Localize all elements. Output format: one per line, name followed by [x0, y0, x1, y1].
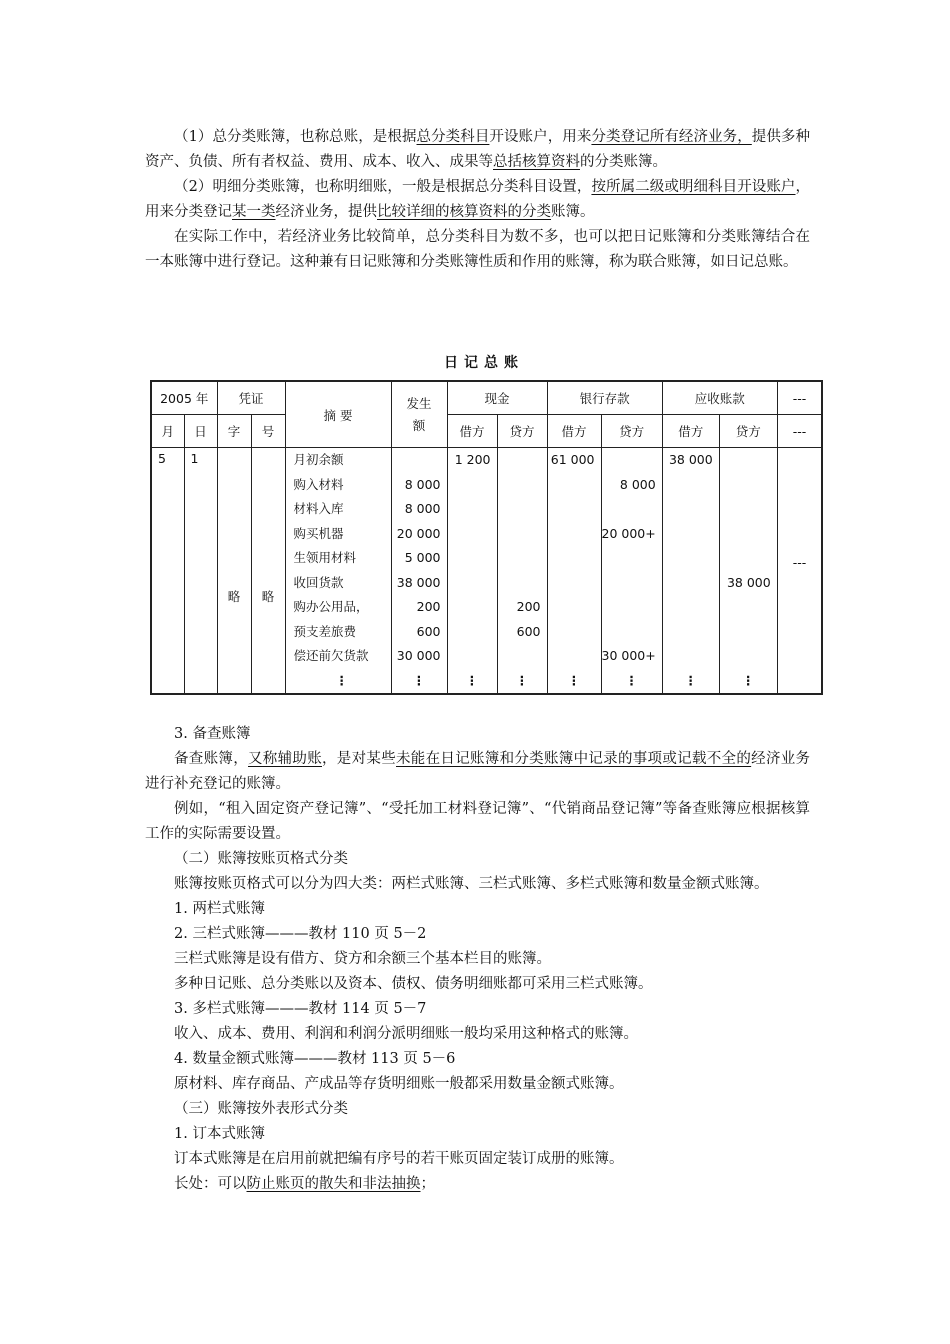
ledger-cell — [720, 644, 777, 669]
more-column: --- — [777, 448, 822, 695]
cash-credit-header: 贷方 — [497, 415, 547, 448]
ledger-cell: 8 000 — [404, 476, 441, 492]
paragraph-bound-ledger-advantage: 长处：可以防止账页的散失和非法抽换； — [174, 1176, 435, 1192]
ledger-cell: 购买机器 — [293, 525, 344, 541]
day-cell: 1 — [184, 448, 217, 695]
paragraph-quantity-amount-use: 原材料、库存商品、产成品等存货明细账一般都采用数量金额式账簿。 — [174, 1076, 624, 1092]
ledger-cell — [663, 546, 719, 571]
paragraph-three-column-def: 三栏式账簿是设有借方、贷方和余额三个基本栏目的账簿。 — [174, 951, 551, 967]
ledger-cell: 购办公用品， — [293, 599, 369, 614]
bank-header: 银行存款 — [547, 381, 662, 415]
ledger-cell — [663, 522, 719, 547]
ellipsis-mark: ⋮ — [625, 672, 638, 688]
ledger-cell: 月初余额 — [293, 452, 344, 467]
cash-debit-header: 借方 — [447, 415, 497, 448]
receivable-header: 应收账款 — [662, 381, 777, 415]
paragraph-three-column-use: 多种日记账、总分类账以及资本、债权、债务明细账都可采用三栏式账簿。 — [174, 976, 653, 992]
item-three-column: 2. 三栏式账簿———教材 110 页 5－2 — [174, 926, 427, 942]
summary-column — [285, 448, 391, 695]
month-header: 月 — [151, 415, 184, 448]
ledger-cell: 20 000+ — [601, 525, 656, 541]
ledger-cell: 8 000 — [404, 501, 441, 516]
ledger-cell: 8 000 — [619, 476, 656, 492]
ellipsis-mark: ⋮ — [465, 672, 479, 688]
receivable-debit-header: 借方 — [662, 415, 719, 448]
ledger-cell: 200 — [516, 599, 541, 614]
ledger-cell — [548, 595, 601, 620]
ledger-cell — [720, 522, 777, 547]
ledger-cell: 材料入库 — [293, 501, 344, 516]
day-header: 日 — [184, 415, 217, 448]
receivable-debit-column — [662, 448, 719, 695]
ellipsis-mark: ⋮ — [335, 672, 348, 688]
ledger-cell — [602, 546, 662, 571]
ledger-cell — [548, 473, 601, 498]
ellipsis-mark: ⋮ — [567, 672, 581, 688]
ledger-cell — [602, 595, 662, 620]
ledger-cell — [720, 448, 777, 473]
ledger-cell: 偿还前欠货款 — [293, 648, 369, 663]
hao-header: 号 — [251, 415, 285, 448]
ledger-cell — [448, 522, 497, 547]
ledger-cell — [392, 448, 447, 473]
ledger-cell — [548, 546, 601, 571]
ledger-cell — [602, 620, 662, 645]
ledger-cell — [720, 473, 777, 498]
ledger-cell: 38 000 — [396, 574, 441, 590]
ledger-cell — [498, 546, 547, 571]
ledger-cell — [720, 497, 777, 522]
paragraph-combined-ledger: 在实际工作中，若经济业务比较简单，总分类科目为数不多，也可以把日记账簿和分类账簿结合在一本账簿中进行登记。这种兼有日记账簿和分类账簿性质和作用的账簿，称为联合账簿，如日记总账。 — [145, 229, 810, 270]
paragraph-multi-column-use: 收入、成本、费用、利润和利润分派明细账一般均采用这种格式的账簿。 — [174, 1026, 638, 1042]
cash-credit-column — [497, 448, 547, 695]
paragraph-general-ledger: （1）总分类账簿，也称总账，是根据总分类科目开设账户，用来分类登记所有经济业务，提供多种资产、负债、所有者权益、费用、成本、收入、成果等总括核算资料的分类账簿。 — [145, 129, 811, 170]
heading-appearance-classification: （三）账簿按外表形式分类 — [174, 1101, 348, 1117]
ledger-cell — [602, 497, 662, 522]
ledger-cell — [548, 644, 601, 669]
bank-debit-header: 借方 — [547, 415, 601, 448]
ledger-cell: 1 200 — [454, 452, 491, 467]
more-columns-subheader: --- — [777, 415, 822, 448]
ledger-cell: 38 000 — [726, 574, 771, 590]
ledger-cell: 600 — [516, 623, 541, 639]
item-bound-ledger: 1. 订本式账簿 — [174, 1126, 265, 1142]
ledger-cell: 20 000 — [396, 525, 441, 541]
ledger-cell — [448, 571, 497, 596]
ledger-cell — [602, 448, 662, 473]
ledger-cell — [448, 620, 497, 645]
ledger-cell — [498, 448, 547, 473]
month-cell: 5 — [151, 448, 184, 695]
ledger-cell — [448, 644, 497, 669]
year-header: 2005 年 — [151, 381, 217, 415]
ellipsis-mark: ⋮ — [412, 672, 426, 688]
ledger-cell — [548, 497, 601, 522]
ledger-cell: 30 000+ — [601, 648, 656, 663]
cash-header: 现金 — [447, 381, 547, 415]
zi-header: 字 — [217, 415, 251, 448]
ledger-cell — [548, 571, 601, 596]
ledger-cell — [663, 595, 719, 620]
summary-header: 摘 要 — [285, 381, 391, 448]
voucher-header: 凭证 — [217, 381, 285, 415]
ledger-cell — [720, 620, 777, 645]
ledger-cell — [720, 595, 777, 620]
item-multi-column: 3. 多栏式账簿———教材 114 页 5－7 — [174, 1001, 427, 1017]
zi-cell: 略 — [217, 448, 251, 695]
ledger-cell — [448, 595, 497, 620]
item-two-column: 1. 两栏式账簿 — [174, 901, 265, 917]
ledger-cell — [448, 473, 497, 498]
item-quantity-amount: 4. 数量金额式账簿———教材 113 页 5－6 — [174, 1051, 456, 1067]
ledger-cell — [663, 473, 719, 498]
cash-debit-column — [447, 448, 497, 695]
more-columns-header: --- — [777, 381, 822, 415]
ledger-cell: 预支差旅费 — [293, 623, 357, 639]
ledger-cell — [663, 620, 719, 645]
ledger-cell — [663, 497, 719, 522]
body-section — [145, 722, 810, 1197]
amount-column — [391, 448, 447, 695]
paragraph-subsidiary-ledger: （2）明细分类账簿，也称明细账，一般是根据总分类科目设置，按所属二级或明细科目开设账户，用来分类登记某一类经济业务，提供比较详细的核算资料的分类账簿。 — [145, 179, 810, 220]
bank-debit-column — [547, 448, 601, 695]
ledger-cell — [548, 620, 601, 645]
ledger-cell — [548, 522, 601, 547]
ledger-cell: 200 — [416, 599, 441, 614]
ledger-cell — [448, 546, 497, 571]
ledger-cell — [498, 571, 547, 596]
paragraph-memo-ledger: 备查账簿，又称辅助账，是对某些未能在日记账簿和分类账簿中记录的事项或记载不全的经济业务进行补充登记的账簿。 — [145, 751, 811, 792]
ledger-cell: 600 — [416, 623, 441, 639]
ledger-cell — [498, 522, 547, 547]
ledger-cell: 购入材料 — [293, 476, 344, 492]
section-memo-ledger-heading: 3. 备查账簿 — [174, 726, 251, 742]
ledger-cell: 30 000 — [396, 648, 441, 663]
ledger-cell: 61 000 — [550, 452, 595, 467]
ledger-cell — [720, 546, 777, 571]
ellipsis-mark: ⋮ — [515, 672, 529, 688]
ellipsis-mark: ⋮ — [684, 672, 697, 688]
ledger-cell — [498, 497, 547, 522]
amount-header: 发生额 — [391, 381, 447, 448]
ledger-cell: 38 000 — [668, 452, 713, 467]
ledger-cell: 5 000 — [404, 550, 441, 565]
ledger-cell — [602, 571, 662, 596]
ledger-cell — [448, 497, 497, 522]
ellipsis-mark: ⋮ — [741, 672, 755, 688]
ledger-title: 日记总账 — [444, 355, 524, 371]
paragraph-bound-ledger-def: 订本式账簿是在启用前就把编有序号的若干账页固定装订成册的账簿。 — [174, 1151, 624, 1167]
receivable-credit-column — [719, 448, 777, 695]
bank-credit-column — [601, 448, 662, 695]
paragraph-memo-examples: 例如，“租入固定资产登记簿”、“受托加工材料登记簿”、“代销商品登记簿”等备查账簿应根据核算工作的实际需要设置。 — [145, 801, 810, 842]
ledger-cell — [498, 644, 547, 669]
ledger-cell: 生领用材料 — [293, 550, 357, 565]
intro-section — [145, 125, 810, 275]
ledger-cell: 收回货款 — [293, 574, 344, 590]
journal-ledger-table — [150, 380, 823, 695]
hao-cell: 略 — [251, 448, 285, 695]
heading-format-classification: （二）账簿按账页格式分类 — [174, 851, 348, 867]
receivable-credit-header: 贷方 — [719, 415, 777, 448]
ledger-cell — [663, 644, 719, 669]
paragraph-format-classification: 账簿按账页格式可以分为四大类：两栏式账簿、三栏式账簿、多栏式账簿和数量金额式账簿。 — [174, 876, 769, 892]
ledger-cell — [663, 571, 719, 596]
ledger-cell — [498, 473, 547, 498]
bank-credit-header: 贷方 — [601, 415, 662, 448]
